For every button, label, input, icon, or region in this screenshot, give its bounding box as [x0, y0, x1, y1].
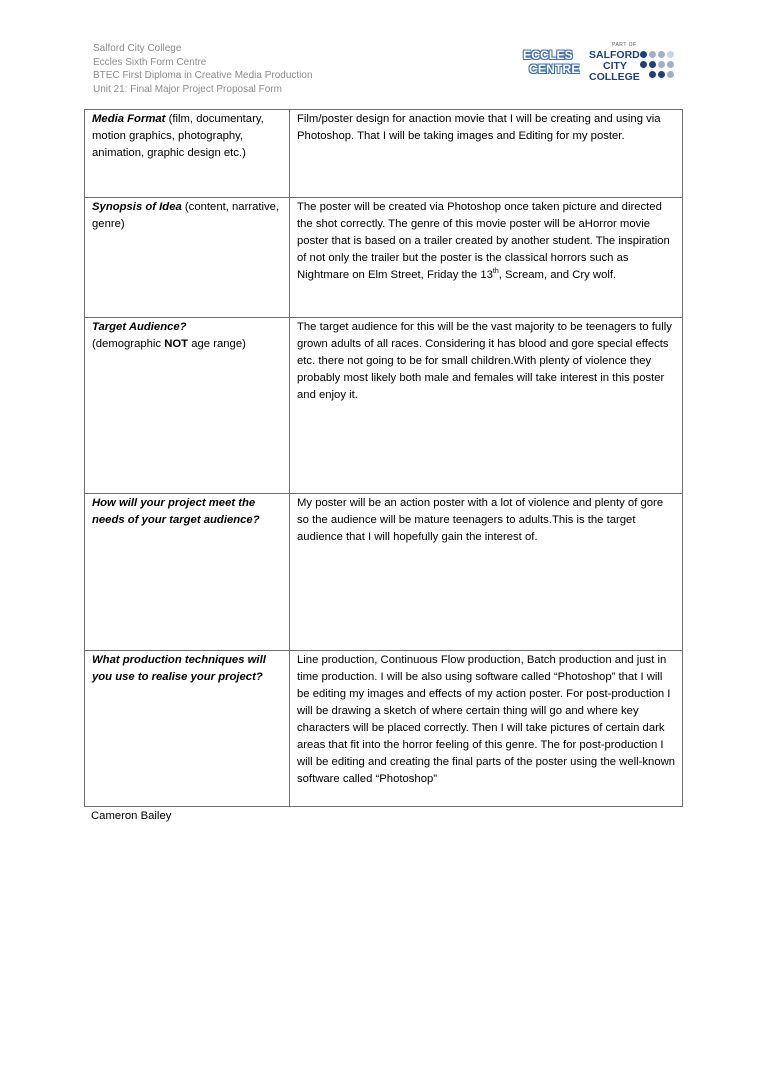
answer-text-end: , Scream, and Cry wolf.	[498, 269, 617, 281]
salford-logo-line2: CITY	[603, 60, 627, 72]
table-row-audience-needs	[85, 494, 683, 651]
salford-logo-line3: COLLEGE	[589, 71, 640, 83]
question-detail: (film, documentary, motion graphics, photography, animation, graphic design etc.)	[92, 113, 264, 159]
table-row-production-techniques	[85, 651, 683, 807]
question-detail-end: age range)	[188, 338, 246, 350]
answer-cell: Film/poster design for anaction movie that I will be creating and using via Photoshop. That I will be taking images and Editing for my poster.	[290, 110, 683, 198]
question-label: Media Format	[92, 113, 166, 125]
header-centre: Eccles Sixth Form Centre	[93, 56, 207, 68]
question-cell	[85, 110, 290, 198]
answer-cell: The target audience for this will be the vast majority to be teenagers to fully grown adults of all races. Considering it has blood and gore special effects etc. there not going to be for small children.With plenty of violence they probably most likely both male and females will take interest in this poster and enjoy it.	[290, 318, 683, 494]
logo-dot	[667, 71, 674, 78]
question-label: Synopsis of Idea	[92, 201, 182, 213]
question-detail: (content, narrative, genre)	[92, 201, 280, 230]
eccles-centre-logo	[520, 44, 580, 82]
header-college: Salford City College	[93, 43, 182, 54]
proposal-form-table	[84, 109, 683, 807]
answer-cell: Line production, Continuous Flow production, Batch production and just in time production. I will be also using software called “Photoshop” that I will be editing my images and effects of my action poster. For post-production I will be drawing a sketch of where certain thing will go and where key characters will be placed correctly. Then I will take pictures of certain dark areas that fit into the horror feeling of this genre. The for post-production I will be editing and creating the final parts of the poster using the well-known software called “Photoshop”	[290, 651, 683, 807]
logo-dot	[658, 61, 665, 68]
header-unit: Unit 21: Final Major Project Proposal Form	[93, 83, 282, 95]
table-row-media-format	[85, 110, 683, 198]
salford-logo-part-of: PART OF	[612, 42, 637, 48]
question-cell	[85, 318, 290, 494]
header-course: BTEC First Diploma in Creative Media Production	[93, 70, 313, 81]
table-row-synopsis	[85, 198, 683, 318]
question-cell	[85, 494, 290, 651]
eccles-logo-line2: CENTRE	[529, 62, 580, 76]
answer-text: The poster will be created via Photoshop once taken picture and directed the shot correctly. The genre of this movie poster will be aHorror movie poster that is based on a trailer created by another student. The inspiration of not only the trailer but the poster is the classical horrors such as Nightmare on Elm Street, Friday the 13	[297, 201, 670, 281]
logo-dot	[667, 51, 674, 58]
question-cell	[85, 651, 290, 807]
answer-cell: My poster will be an action poster with a lot of violence and plenty of gore so the audience will be mature teenagers to adults.This is the target audience that I will hopefully gain the interest of.	[290, 494, 683, 651]
logo-dot	[640, 61, 647, 68]
logo-dot	[649, 51, 656, 58]
question-label: Target Audience?	[92, 321, 187, 333]
salford-city-college-logo	[588, 42, 678, 82]
answer-superscript: th	[492, 268, 499, 276]
question-detail: (demographic	[92, 338, 165, 350]
question-label: How will your project meet the needs of your target audience?	[92, 497, 260, 526]
question-detail-emphasis: NOT	[164, 338, 189, 350]
salford-logo-line1: SALFORD	[589, 49, 640, 61]
answer-cell	[290, 198, 683, 318]
document-header	[93, 42, 393, 96]
question-cell	[85, 198, 290, 318]
logo-dot	[640, 51, 647, 58]
author-name: Cameron Bailey	[91, 810, 172, 822]
logo-dot	[658, 51, 665, 58]
logo-dot	[649, 61, 656, 68]
logo-dot	[667, 61, 674, 68]
question-label: What production techniques will you use to realise your project?	[92, 654, 266, 683]
logo-dot	[649, 71, 656, 78]
logo-dot	[658, 71, 665, 78]
eccles-logo-line1: ECCLES	[523, 48, 573, 62]
table-row-target-audience	[85, 318, 683, 494]
